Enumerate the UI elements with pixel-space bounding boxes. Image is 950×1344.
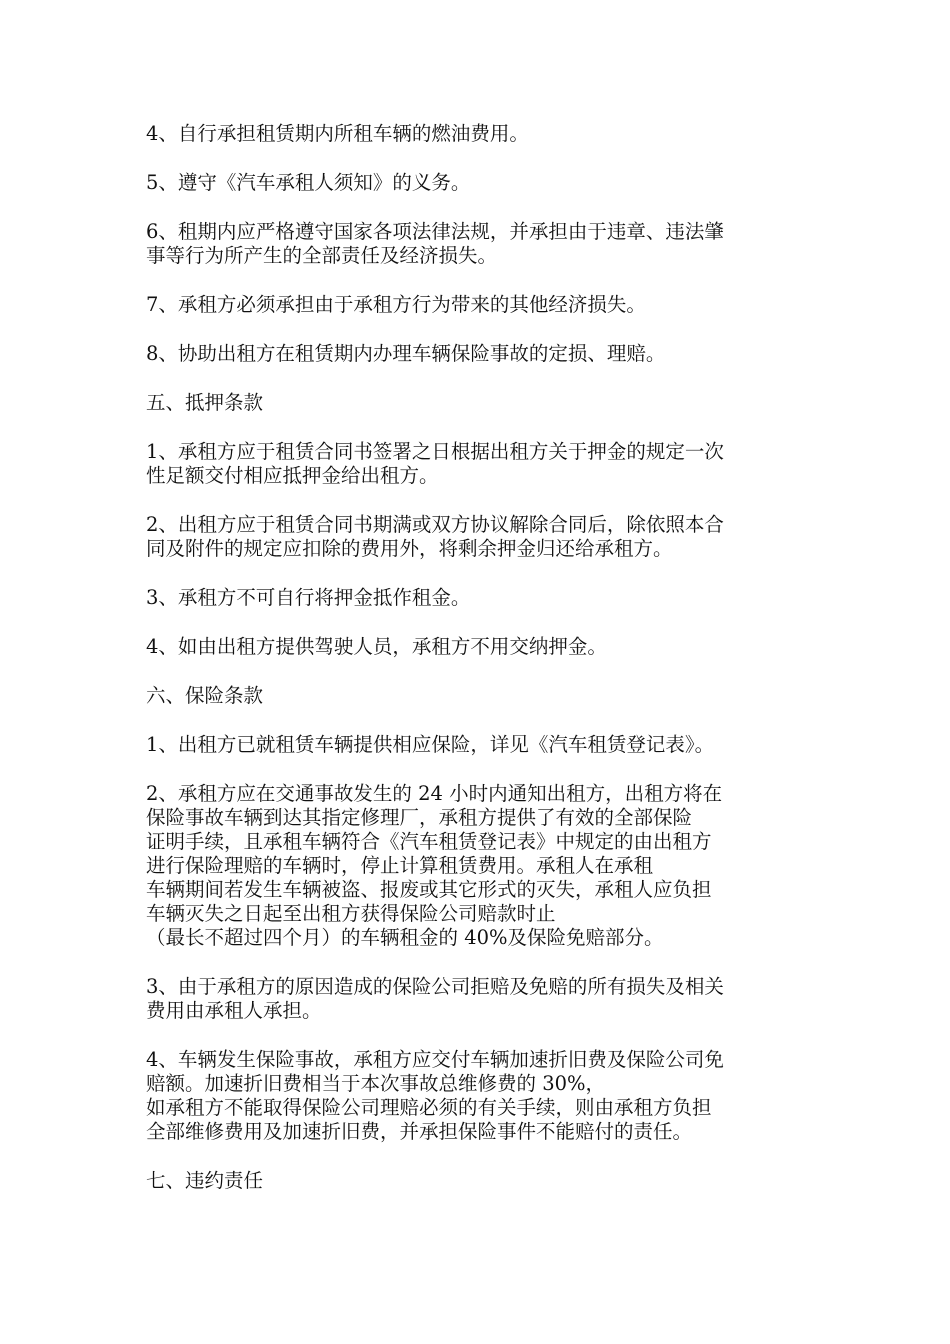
text-line: 如承租方不能取得保险公司理赔必须的有关手续，则由承租方负担	[146, 1096, 712, 1119]
text-line: 3、由于承租方的原因造成的保险公司拒赔及免赔的所有损失及相关	[146, 975, 724, 998]
clause-paragraph	[146, 586, 816, 610]
clause-paragraph	[146, 513, 816, 561]
text-line: 2、出租方应于租赁合同书期满或双方协议解除合同后，除依照本合	[146, 513, 724, 536]
text-line: 7、承租方必须承担由于承租方行为带来的其他经济损失。	[146, 293, 646, 316]
section-heading	[146, 1169, 816, 1193]
clause-paragraph	[146, 293, 816, 317]
text-line: 事等行为所产生的全部责任及经济损失。	[146, 244, 498, 267]
text-line: 车辆期间若发生车辆被盗、报废或其它形式的灭失，承租人应负担	[146, 878, 712, 901]
text-line: 七、违约责任	[146, 1169, 264, 1192]
clause-paragraph	[146, 733, 816, 757]
text-line: 费用由承租人承担。	[146, 999, 322, 1022]
clause-paragraph	[146, 220, 816, 268]
document-body	[146, 122, 816, 1218]
clause-paragraph	[146, 342, 816, 366]
text-line: 进行保险理赔的车辆时，停止计算租赁费用。承租人在承租	[146, 854, 654, 877]
text-line: 五、抵押条款	[146, 391, 264, 414]
text-line: 1、出租方已就租赁车辆提供相应保险，详见《汽车租赁登记表》。	[146, 733, 715, 756]
clause-paragraph	[146, 782, 816, 950]
text-line: 六、保险条款	[146, 684, 264, 707]
clause-paragraph	[146, 1048, 816, 1144]
text-line: 赔额。加速折旧费相当于本次事故总维修费的 30%，	[146, 1072, 606, 1095]
text-line: 6、租期内应严格遵守国家各项法律法规，并承担由于违章、违法肇	[146, 220, 724, 243]
section-heading	[146, 684, 816, 708]
clause-paragraph	[146, 171, 816, 195]
clause-paragraph	[146, 122, 816, 146]
text-line: 4、车辆发生保险事故，承租方应交付车辆加速折旧费及保险公司免	[146, 1048, 724, 1071]
clause-paragraph	[146, 440, 816, 488]
text-line: 4、自行承担租赁期内所租车辆的燃油费用。	[146, 122, 529, 145]
text-line: 5、遵守《汽车承租人须知》的义务。	[146, 171, 471, 194]
text-line: 4、如由出租方提供驾驶人员，承租方不用交纳押金。	[146, 635, 607, 658]
section-heading	[146, 391, 816, 415]
text-line: 2、承租方应在交通事故发生的 24 小时内通知出租方，出租方将在	[146, 782, 723, 805]
clause-paragraph	[146, 975, 816, 1023]
text-line: 3、承租方不可自行将押金抵作租金。	[146, 586, 471, 609]
text-line: 1、承租方应于租赁合同书签署之日根据出租方关于押金的规定一次	[146, 440, 724, 463]
text-line: 全部维修费用及加速折旧费，并承担保险事件不能赔付的责任。	[146, 1120, 693, 1143]
text-line: 证明手续，且承租车辆符合《汽车租赁登记表》中规定的由出租方	[146, 830, 712, 853]
text-line: 同及附件的规定应扣除的费用外，将剩余押金归还给承租方。	[146, 537, 673, 560]
text-line: 车辆灭失之日起至出租方获得保险公司赔款时止	[146, 902, 556, 925]
clause-paragraph	[146, 635, 816, 659]
text-line: 保险事故车辆到达其指定修理厂，承租方提供了有效的全部保险	[146, 806, 693, 829]
text-line: 性足额交付相应抵押金给出租方。	[146, 464, 439, 487]
text-line: （最长不超过四个月）的车辆租金的 40%及保险免赔部分。	[146, 926, 664, 949]
text-line: 8、协助出租方在租赁期内办理车辆保险事故的定损、理赔。	[146, 342, 666, 365]
